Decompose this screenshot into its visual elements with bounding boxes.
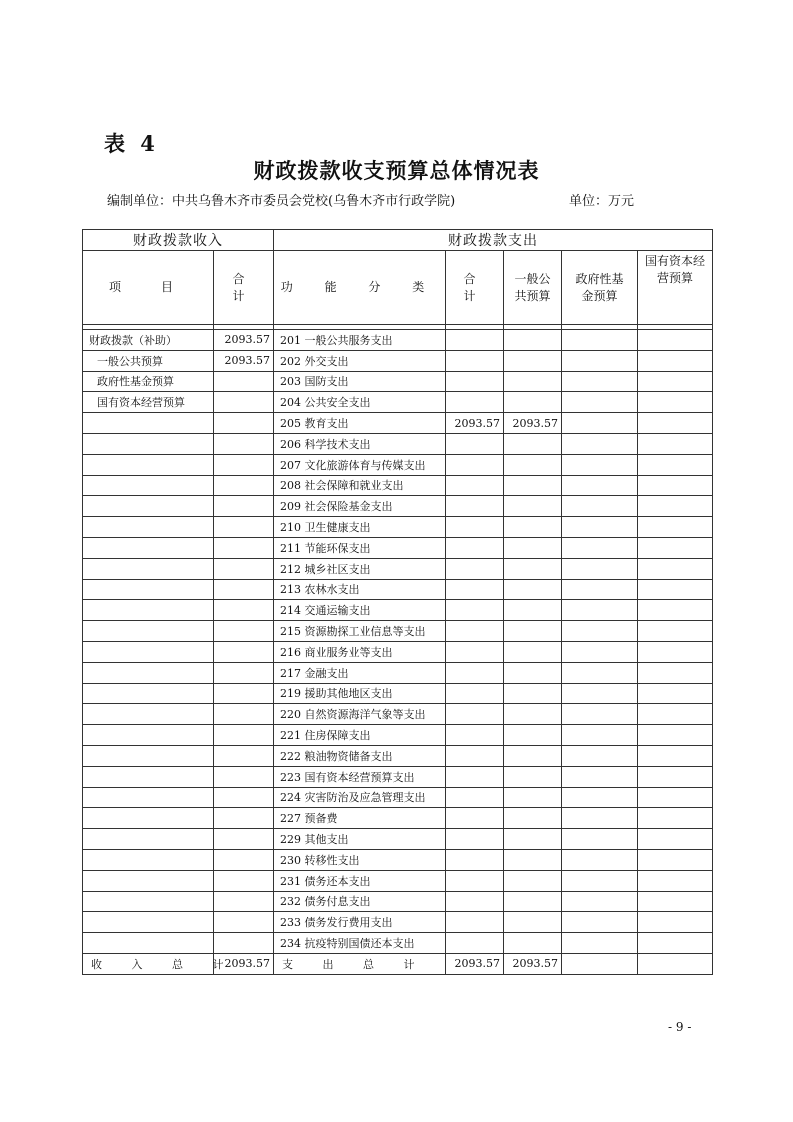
col-item-header: 项 目 [83,251,214,325]
income-item-cell: 政府性基金预算 [83,371,214,392]
function-class-cell: 221 住房保障支出 [274,725,446,746]
fund-budget-cell [562,517,638,538]
general-budget-cell [504,912,562,933]
expense-total-cell [446,787,504,808]
expense-total-cell [446,891,504,912]
state-capital-cell [638,517,713,538]
income-item-cell [83,745,214,766]
fund-budget-cell [562,662,638,683]
table-row [83,891,713,912]
general-budget-cell: 2093.57 [504,413,562,434]
fund-budget-cell [562,350,638,371]
fund-budget-cell [562,475,638,496]
state-capital-cell [638,330,713,351]
state-capital-cell [638,870,713,891]
expense-total-cell [446,392,504,413]
state-capital-cell [638,558,713,579]
expense-header: 财政拨款支出 [274,230,713,251]
state-capital-cell [638,579,713,600]
income-total-cell [214,517,274,538]
table-row [83,683,713,704]
general-budget-cell [504,808,562,829]
income-header: 财政拨款收入 [83,230,274,251]
state-capital-cell [638,641,713,662]
expense-total-cell [446,870,504,891]
general-budget-cell [504,766,562,787]
income-item-cell [83,600,214,621]
income-total-cell: 2093.57 [214,350,274,371]
function-class-cell: 230 转移性支出 [274,849,446,870]
general-budget-cell [504,641,562,662]
budget-table [82,229,713,975]
table-header-group [83,230,713,251]
function-class-cell: 212 城乡社区支出 [274,558,446,579]
page-title: 财政拨款收支预算总体情况表 [253,158,540,183]
expense-total-cell [446,849,504,870]
fund-budget-cell [562,641,638,662]
income-item-cell [83,683,214,704]
income-total-cell [214,496,274,517]
income-item-cell [83,641,214,662]
income-item-cell [83,413,214,434]
income-item-cell [83,725,214,746]
function-class-cell: 210 卫生健康支出 [274,517,446,538]
function-class-cell: 202 外交支出 [274,350,446,371]
state-capital-cell [638,392,713,413]
expense-total-cell [446,641,504,662]
function-class-cell: 206 科学技术支出 [274,433,446,454]
table-row [83,496,713,517]
fund-budget-cell [562,808,638,829]
function-class-cell: 222 粮油物资储备支出 [274,745,446,766]
function-class-cell: 229 其他支出 [274,829,446,850]
function-class-cell: 224 灾害防治及应急管理支出 [274,787,446,808]
income-item-cell: 一般公共预算 [83,350,214,371]
income-item-cell [83,808,214,829]
fund-budget-cell [562,745,638,766]
general-budget-cell [504,829,562,850]
state-capital-cell [638,600,713,621]
general-budget-cell [504,496,562,517]
totals-row [83,953,713,974]
function-class-cell: 211 节能环保支出 [274,537,446,558]
state-capital-cell [638,829,713,850]
income-total-cell [214,371,274,392]
income-item-cell [83,496,214,517]
function-class-cell: 227 预备费 [274,808,446,829]
table-row [83,600,713,621]
table-row [83,849,713,870]
table-row [83,808,713,829]
fund-budget-cell [562,413,638,434]
expense-total-cell [446,579,504,600]
income-total-cell [214,829,274,850]
income-total-cell [214,725,274,746]
income-total-cell [214,787,274,808]
fund-budget-cell [562,579,638,600]
expense-total-cell [446,558,504,579]
table-row [83,433,713,454]
function-class-cell: 214 交通运输支出 [274,600,446,621]
income-item-cell [83,433,214,454]
income-item-cell [83,870,214,891]
general-budget-cell [504,745,562,766]
general-budget-cell [504,330,562,351]
fund-budget-cell [562,600,638,621]
income-total-cell [214,537,274,558]
expense-total-cell [446,912,504,933]
income-item-cell [83,558,214,579]
income-total-cell [214,933,274,954]
fund-budget-cell [562,849,638,870]
state-capital-cell [638,849,713,870]
general-budget-cell [504,558,562,579]
income-item-cell [83,662,214,683]
function-class-cell: 217 金融支出 [274,662,446,683]
income-total-cell [214,621,274,642]
expense-total-cell [446,496,504,517]
income-total-cell [214,704,274,725]
state-capital-cell [638,413,713,434]
state-capital-cell [638,704,713,725]
income-total-cell [214,413,274,434]
income-total-cell [214,870,274,891]
general-budget-cell [504,433,562,454]
general-budget-cell [504,579,562,600]
income-total-cell [214,683,274,704]
function-class-cell: 223 国有资本经营预算支出 [274,766,446,787]
fund-budget-cell [562,766,638,787]
general-budget-cell [504,787,562,808]
general-budget-cell [504,683,562,704]
expense-total-cell [446,725,504,746]
col-state-capital-header: 国有资本经营预算 [638,251,713,325]
income-total-cell [214,433,274,454]
fund-budget-cell [562,392,638,413]
fund-budget-cell [562,621,638,642]
income-total-cell [214,579,274,600]
function-class-cell: 205 教育支出 [274,413,446,434]
table-row [83,766,713,787]
expense-total-cell [446,475,504,496]
income-item-cell [83,912,214,933]
fund-grand-total [562,953,638,974]
col-general-header: 一般公共预算 [504,251,562,325]
money-unit: 单位：万元 [569,194,635,209]
expense-total-cell [446,745,504,766]
general-budget-cell [504,849,562,870]
expense-grand-total: 2093.57 [446,953,504,974]
function-class-cell: 213 农林水支出 [274,579,446,600]
table-row [83,725,713,746]
income-total-cell [214,600,274,621]
table-row [83,517,713,538]
expense-total-cell [446,808,504,829]
income-item-cell [83,621,214,642]
expense-total-cell [446,350,504,371]
expense-total-label: 支 出 总 计 [274,953,446,974]
function-class-cell: 219 援助其他地区支出 [274,683,446,704]
state-capital-cell [638,454,713,475]
income-item-cell [83,766,214,787]
table-row [83,787,713,808]
function-class-cell: 215 资源勘探工业信息等支出 [274,621,446,642]
expense-total-cell [446,933,504,954]
table-row [83,475,713,496]
expense-total-cell [446,433,504,454]
table-row [83,621,713,642]
general-budget-cell [504,662,562,683]
general-budget-cell [504,537,562,558]
income-item-cell [83,704,214,725]
table-row [83,330,713,351]
expense-total-cell [446,600,504,621]
income-total-cell [214,912,274,933]
fund-budget-cell [562,454,638,475]
income-item-cell [83,517,214,538]
fund-budget-cell [562,558,638,579]
table-row [83,413,713,434]
table-row [83,662,713,683]
state-capital-cell [638,766,713,787]
income-item-cell: 财政拨款（补助） [83,330,214,351]
income-item-cell [83,787,214,808]
state-capital-cell [638,787,713,808]
table-row [83,350,713,371]
income-item-cell: 国有资本经营预算 [83,392,214,413]
expense-total-cell [446,371,504,392]
state-capital-cell [638,475,713,496]
income-total-cell [214,808,274,829]
state-capital-cell [638,662,713,683]
income-total-cell [214,662,274,683]
compiling-unit: 编制单位：中共乌鲁木齐市委员会党校(乌鲁木齐市行政学院) [107,194,456,209]
general-budget-cell [504,371,562,392]
income-total-cell [214,475,274,496]
income-total-cell [214,392,274,413]
col-function-header: 功 能 分 类 [274,251,446,325]
general-budget-cell [504,600,562,621]
expense-total-cell [446,766,504,787]
income-item-cell [83,829,214,850]
income-total-cell [214,849,274,870]
expense-total-cell [446,454,504,475]
state-capital-cell [638,621,713,642]
income-item-cell [83,537,214,558]
state-capital-cell [638,891,713,912]
general-budget-cell [504,454,562,475]
income-total-cell [214,558,274,579]
state-capital-cell [638,433,713,454]
function-class-cell: 208 社会保障和就业支出 [274,475,446,496]
function-class-cell: 231 债务还本支出 [274,870,446,891]
general-grand-total: 2093.57 [504,953,562,974]
table-row [83,558,713,579]
fund-budget-cell [562,704,638,725]
income-item-cell [83,454,214,475]
function-class-cell: 220 自然资源海洋气象等支出 [274,704,446,725]
expense-total-cell [446,683,504,704]
expense-total-cell [446,330,504,351]
col-fund-header: 政府性基金预算 [562,251,638,325]
function-class-cell: 207 文化旅游体育与传媒支出 [274,454,446,475]
general-budget-cell [504,933,562,954]
general-budget-cell [504,517,562,538]
table-row [83,870,713,891]
table-row [83,933,713,954]
state-capital-cell [638,725,713,746]
table-row [83,454,713,475]
fund-budget-cell [562,829,638,850]
state-capital-cell [638,808,713,829]
expense-total-cell [446,537,504,558]
table-row [83,704,713,725]
function-class-cell: 216 商业服务业等支出 [274,641,446,662]
general-budget-cell [504,704,562,725]
income-total-cell: 2093.57 [214,330,274,351]
table-row [83,537,713,558]
state-capital-cell [638,683,713,704]
fund-budget-cell [562,371,638,392]
function-class-cell: 204 公共安全支出 [274,392,446,413]
general-budget-cell [504,891,562,912]
general-budget-cell [504,870,562,891]
income-total-cell [214,766,274,787]
state-capital-cell [638,350,713,371]
state-capital-cell [638,933,713,954]
fund-budget-cell [562,683,638,704]
table-number: 表 4 [104,131,159,156]
state-capital-cell [638,371,713,392]
function-class-cell: 209 社会保险基金支出 [274,496,446,517]
income-item-cell [83,579,214,600]
state-capital-cell [638,496,713,517]
fund-budget-cell [562,537,638,558]
fund-budget-cell [562,870,638,891]
expense-total-cell [446,704,504,725]
general-budget-cell [504,392,562,413]
function-class-cell: 201 一般公共服务支出 [274,330,446,351]
fund-budget-cell [562,787,638,808]
income-item-cell [83,849,214,870]
table-row [83,579,713,600]
table-row [83,745,713,766]
table-row [83,641,713,662]
fund-budget-cell [562,912,638,933]
col-income-total-header: 合 计 [214,251,274,325]
table-row [83,912,713,933]
general-budget-cell [504,725,562,746]
expense-total-cell [446,517,504,538]
income-total-label: 收 入 总 计 [83,953,214,974]
state-capital-grand-total [638,953,713,974]
income-item-cell [83,933,214,954]
fund-budget-cell [562,496,638,517]
fund-budget-cell [562,725,638,746]
function-class-cell: 203 国防支出 [274,371,446,392]
state-capital-cell [638,537,713,558]
income-item-cell [83,475,214,496]
expense-total-cell [446,829,504,850]
function-class-cell: 234 抗疫特别国债还本支出 [274,933,446,954]
income-grand-total: 2093.57 [214,953,274,974]
state-capital-cell [638,745,713,766]
expense-total-cell: 2093.57 [446,413,504,434]
income-total-cell [214,891,274,912]
income-total-cell [214,745,274,766]
income-item-cell [83,891,214,912]
income-total-cell [214,454,274,475]
fund-budget-cell [562,933,638,954]
expense-total-cell [446,621,504,642]
fund-budget-cell [562,891,638,912]
col-expense-total-header: 合 计 [446,251,504,325]
expense-total-cell [446,662,504,683]
table-row [83,829,713,850]
fund-budget-cell [562,433,638,454]
general-budget-cell [504,475,562,496]
fund-budget-cell [562,330,638,351]
function-class-cell: 233 债务发行费用支出 [274,912,446,933]
table-row [83,392,713,413]
general-budget-cell [504,621,562,642]
state-capital-cell [638,912,713,933]
function-class-cell: 232 债务付息支出 [274,891,446,912]
table-row [83,371,713,392]
table-header-columns [83,251,713,325]
income-total-cell [214,641,274,662]
general-budget-cell [504,350,562,371]
page-number: - 9 - [668,1020,692,1034]
